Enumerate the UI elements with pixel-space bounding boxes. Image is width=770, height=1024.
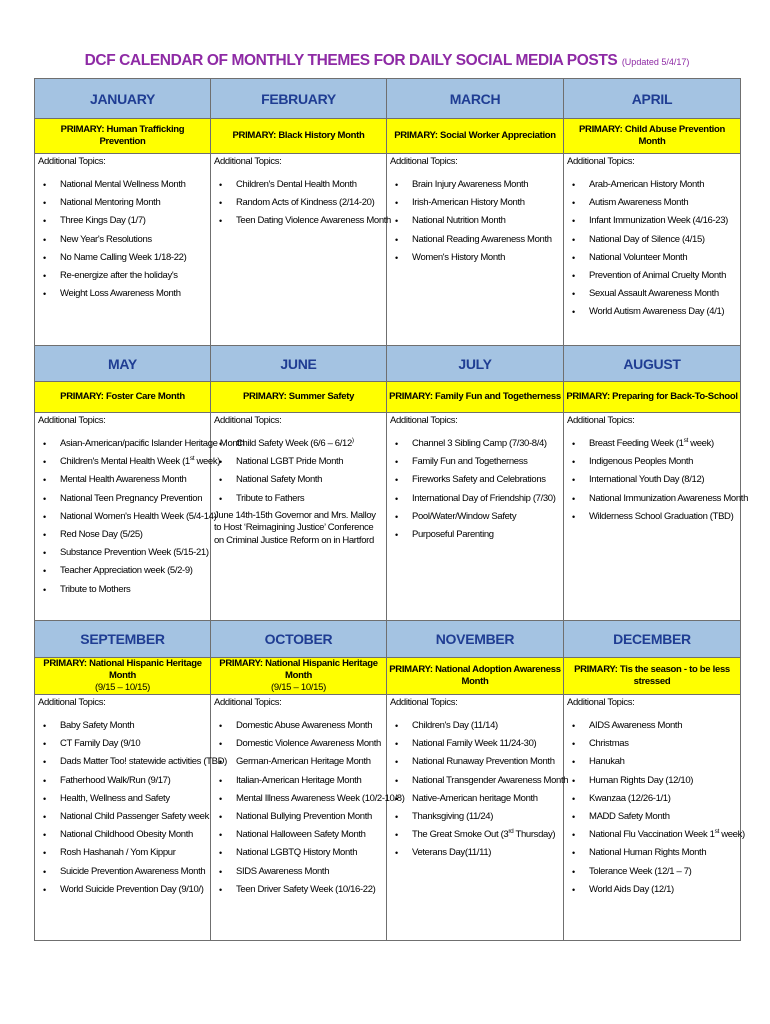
- month-header-january: JANUARY: [35, 79, 211, 119]
- topic-list: [390, 435, 561, 544]
- topics-cell-december: [564, 695, 745, 941]
- additional-topics-label: Additional Topics:: [567, 415, 635, 426]
- list-item: • National Runaway Prevention Month: [394, 753, 561, 771]
- topics-cell-august: [564, 413, 749, 621]
- superscript: ): [351, 437, 354, 444]
- additional-topics-label: Additional Topics:: [390, 415, 458, 426]
- list-item: [218, 435, 384, 453]
- primary-theme-october: [211, 658, 387, 695]
- list-item: • Hanukah: [571, 753, 738, 771]
- additional-topics-label: Additional Topics:: [390, 697, 458, 708]
- topics-cell-february: [211, 154, 391, 346]
- primary-theme-november: PRIMARY: National Adoption Awareness Month: [387, 658, 564, 695]
- list-item: • Fatherhood Walk/Run (9/17): [42, 772, 208, 790]
- list-item: • Weight Loss Awareness Month: [42, 285, 208, 303]
- list-item: • National Halloween Safety Month: [218, 826, 384, 844]
- list-item: • Infant Immunization Week (4/16-23): [571, 212, 738, 230]
- list-item-text: The Great Smoke Out (3: [412, 829, 509, 841]
- list-item: • Random Acts of Kindness (2/14-20): [218, 194, 384, 212]
- month-header-august: AUGUST: [564, 346, 741, 382]
- primary-theme-march: PRIMARY: Social Worker Appreciation: [387, 119, 564, 154]
- topic-list: [567, 435, 749, 526]
- primary-theme-text: PRIMARY: National Hispanic Heritage Month: [43, 658, 202, 681]
- additional-topics-label: Additional Topics:: [38, 697, 106, 708]
- list-item: • Children's Dental Health Month: [218, 176, 384, 194]
- list-item: • Teacher Appreciation week (5/2-9): [42, 562, 208, 580]
- list-item: • National Day of Silence (4/15): [571, 231, 738, 249]
- month-header-july: JULY: [387, 346, 564, 382]
- list-item: • National Immunization Awareness Month: [571, 490, 738, 508]
- list-item: • World Aids Day (12/1): [571, 881, 738, 899]
- list-item: • National Human Rights Month: [571, 844, 738, 862]
- topic-list: [214, 176, 391, 231]
- list-item: • Domestic Abuse Awareness Month: [218, 717, 384, 735]
- list-item: • National Nutrition Month: [394, 212, 561, 230]
- list-item: • Dads Matter Too! statewide activities (TBD): [42, 753, 208, 771]
- topic-list: [38, 176, 208, 303]
- page-title: [34, 52, 740, 70]
- primary-theme-june: PRIMARY: Summer Safety: [211, 382, 387, 413]
- list-item: • Children's Day (11/14): [394, 717, 561, 735]
- list-item: • National Women's Health Week (5/4-14): [42, 508, 208, 526]
- month-header-march: MARCH: [387, 79, 564, 119]
- list-item: • Tribute to Fathers: [218, 490, 384, 508]
- list-item: • Sexual Assault Awareness Month: [571, 285, 738, 303]
- list-item: • Teen Driver Safety Week (10/16-22): [218, 881, 384, 899]
- topic-list: [38, 717, 227, 899]
- additional-topics-label: Additional Topics:: [214, 415, 282, 426]
- topics-row: [35, 695, 741, 941]
- topic-list: [38, 435, 245, 599]
- list-item: • Italian-American Heritage Month: [218, 772, 384, 790]
- primary-row: [35, 382, 741, 413]
- topics-cell-september: [35, 695, 227, 941]
- list-item: • Brain Injury Awareness Month: [394, 176, 561, 194]
- topic-list: [390, 717, 569, 863]
- month-header-may: MAY: [35, 346, 211, 382]
- additional-topics-label: Additional Topics:: [214, 156, 282, 167]
- primary-theme-september: [35, 658, 211, 695]
- list-item: • AIDS Awareness Month: [571, 717, 738, 735]
- topics-cell-march: [387, 154, 564, 346]
- additional-topics-label: Additional Topics:: [214, 697, 282, 708]
- primary-row: [35, 658, 741, 695]
- list-item: • Native-American heritage Month: [394, 790, 561, 808]
- superscript: st: [683, 437, 688, 444]
- list-item: • Pool/Water/Window Safety: [394, 508, 561, 526]
- list-item: • Indigenous Peoples Month: [571, 453, 738, 471]
- list-item: • New Year's Resolutions: [42, 231, 208, 249]
- list-item-text: Child Safety Week (6/6 – 6/12: [236, 438, 352, 449]
- month-header-june: JUNE: [211, 346, 387, 382]
- primary-theme-january: PRIMARY: Human Trafficking Prevention: [35, 119, 211, 154]
- primary-theme-august: PRIMARY: Preparing for Back-To-School: [564, 382, 741, 413]
- list-item: • Re-energize after the holiday's: [42, 267, 208, 285]
- list-item: • Fireworks Safety and Celebrations: [394, 471, 561, 489]
- topics-cell-january: [35, 154, 211, 346]
- topics-cell-april: [564, 154, 741, 346]
- month-header-february: FEBRUARY: [211, 79, 387, 119]
- list-item: • National Bullying Prevention Month: [218, 808, 384, 826]
- primary-theme-december: PRIMARY: Tis the season - to be less stressed: [564, 658, 741, 695]
- topic-list: [214, 717, 405, 899]
- list-item: • National Mental Wellness Month: [42, 176, 208, 194]
- list-item: [42, 453, 221, 471]
- list-item: • World Autism Awareness Day (4/1): [571, 303, 738, 321]
- additional-topics-label: Additional Topics:: [38, 156, 106, 167]
- list-item: • National Volunteer Month: [571, 249, 738, 267]
- list-item: • Veterans Day(11/11): [394, 844, 561, 862]
- list-item: • Tribute to Mothers: [42, 581, 208, 599]
- list-item: • Prevention of Animal Cruelty Month: [571, 267, 738, 285]
- topics-cell-june: [211, 413, 387, 621]
- list-item: • International Day of Friendship (7/30): [394, 490, 561, 508]
- primary-theme-april: PRIMARY: Child Abuse Prevention Month: [564, 119, 741, 154]
- list-item: • No Name Calling Week 1/18-22): [42, 249, 208, 267]
- list-item: • National LGBT Pride Month: [218, 453, 384, 471]
- list-item: • Baby Safety Month: [42, 717, 208, 735]
- list-item: • National Transgender Awareness Month: [394, 772, 561, 790]
- month-header-september: SEPTEMBER: [35, 621, 211, 658]
- list-item: • National Reading Awareness Month: [394, 231, 561, 249]
- month-header-row: [35, 621, 741, 658]
- list-item: • National Child Passenger Safety week: [42, 808, 208, 826]
- primary-theme-february: PRIMARY: Black History Month: [211, 119, 387, 154]
- list-item-text: National Flu Vaccination Week 1: [589, 829, 715, 841]
- event-note: June 14th-15th Governor and Mrs. Malloy to Host ‘Reimagining Justice’ Conference on Criminal Justice Reform on in Hartford: [214, 509, 376, 546]
- topics-cell-october: [211, 695, 405, 941]
- list-item-text: week): [687, 438, 714, 449]
- list-item: • Human Rights Day (12/10): [571, 772, 738, 790]
- list-item: • Kwanzaa (12/26-1/1): [571, 790, 738, 808]
- list-item: • Suicide Prevention Awareness Month: [42, 863, 208, 881]
- topic-list: [567, 176, 738, 322]
- list-item-text: Thursday): [513, 829, 556, 841]
- primary-theme-july: PRIMARY: Family Fun and Togetherness: [387, 382, 564, 413]
- topic-list: [214, 435, 384, 508]
- month-header-row: [35, 79, 741, 119]
- list-item: • Arab-American History Month: [571, 176, 738, 194]
- calendar-table: [34, 78, 749, 941]
- list-item: • SIDS Awareness Month: [218, 863, 384, 881]
- list-item: • Red Nose Day (5/25): [42, 526, 208, 544]
- topic-list: [390, 176, 561, 267]
- topics-row: [35, 413, 741, 621]
- list-item: • Tolerance Week (12/1 – 7): [571, 863, 738, 881]
- list-item: • MADD Safety Month: [571, 808, 738, 826]
- list-item: • National Childhood Obesity Month: [42, 826, 208, 844]
- additional-topics-label: Additional Topics:: [567, 156, 635, 167]
- additional-topics-label: Additional Topics:: [567, 697, 635, 708]
- topic-list: [567, 717, 745, 899]
- list-item: • Rosh Hashanah / Yom Kippur: [42, 844, 208, 862]
- month-header-row: [35, 346, 741, 382]
- list-item: • Irish-American History Month: [394, 194, 561, 212]
- superscript: rd: [508, 828, 514, 836]
- superscript: st: [189, 455, 195, 463]
- list-item-text: week): [194, 456, 221, 468]
- list-item: [394, 826, 561, 844]
- list-item: • World Suicide Prevention Day (9/10/): [42, 881, 208, 899]
- list-item: [571, 435, 738, 453]
- list-item: [571, 826, 745, 844]
- updated-text: (Updated 5/4/17): [621, 57, 690, 67]
- list-item: • German-American Heritage Month: [218, 753, 384, 771]
- list-item: • Christmas: [571, 735, 738, 753]
- list-item-text: week): [718, 829, 745, 841]
- list-item-text: Breast Feeding Week (1: [589, 438, 684, 449]
- primary-row: [35, 119, 741, 154]
- topics-cell-july: [387, 413, 564, 621]
- list-item: • National Teen Pregnancy Prevention: [42, 490, 208, 508]
- list-item: • Asian-American/pacific Islander Heritage Month: [42, 435, 208, 453]
- list-item: • Health, Wellness and Safety: [42, 790, 208, 808]
- list-item-text: Children's Mental Health Week (1: [60, 456, 190, 468]
- topics-cell-may: [35, 413, 245, 621]
- primary-theme-dates: (9/15 – 10/15): [95, 682, 150, 693]
- list-item: • Mental Illness Awareness Week (10/2-10/8): [218, 790, 384, 808]
- month-header-december: DECEMBER: [564, 621, 741, 658]
- list-item: • National LGBTQ History Month: [218, 844, 384, 862]
- list-item: • National Mentoring Month: [42, 194, 208, 212]
- list-item: • National Safety Month: [218, 471, 384, 489]
- list-item: • Wilderness School Graduation (TBD): [571, 508, 738, 526]
- month-header-april: APRIL: [564, 79, 741, 119]
- list-item: • National Family Week 11/24-30): [394, 735, 561, 753]
- list-item: • Women's History Month: [394, 249, 561, 267]
- topics-cell-november: [387, 695, 569, 941]
- superscript: st: [714, 828, 719, 836]
- primary-theme-dates: (9/15 – 10/15): [271, 682, 326, 693]
- topics-row: [35, 154, 741, 346]
- list-item: • Family Fun and Togetherness: [394, 453, 561, 471]
- list-item: • Three Kings Day (1/7): [42, 212, 208, 230]
- list-item: • Mental Health Awareness Month: [42, 471, 208, 489]
- primary-theme-may: PRIMARY: Foster Care Month: [35, 382, 211, 413]
- month-header-november: NOVEMBER: [387, 621, 564, 658]
- list-item: • Teen Dating Violence Awareness Month: [218, 212, 384, 230]
- additional-topics-label: Additional Topics:: [38, 415, 106, 426]
- title-text: DCF CALENDAR OF MONTHLY THEMES FOR DAILY SOCIAL MEDIA POSTS: [84, 52, 618, 69]
- list-item: • Substance Prevention Week (5/15-21): [42, 544, 208, 562]
- list-item: • Domestic Violence Awareness Month: [218, 735, 384, 753]
- list-item: • CT Family Day (9/10: [42, 735, 208, 753]
- additional-topics-label: Additional Topics:: [390, 156, 458, 167]
- list-item: • International Youth Day (8/12): [571, 471, 738, 489]
- month-header-october: OCTOBER: [211, 621, 387, 658]
- list-item: • Purposeful Parenting: [394, 526, 561, 544]
- list-item: • Channel 3 Sibling Camp (7/30-8/4): [394, 435, 561, 453]
- list-item: • Thanksgiving (11/24): [394, 808, 561, 826]
- primary-theme-text: PRIMARY: National Hispanic Heritage Month: [219, 658, 378, 681]
- list-item: • Autism Awareness Month: [571, 194, 738, 212]
